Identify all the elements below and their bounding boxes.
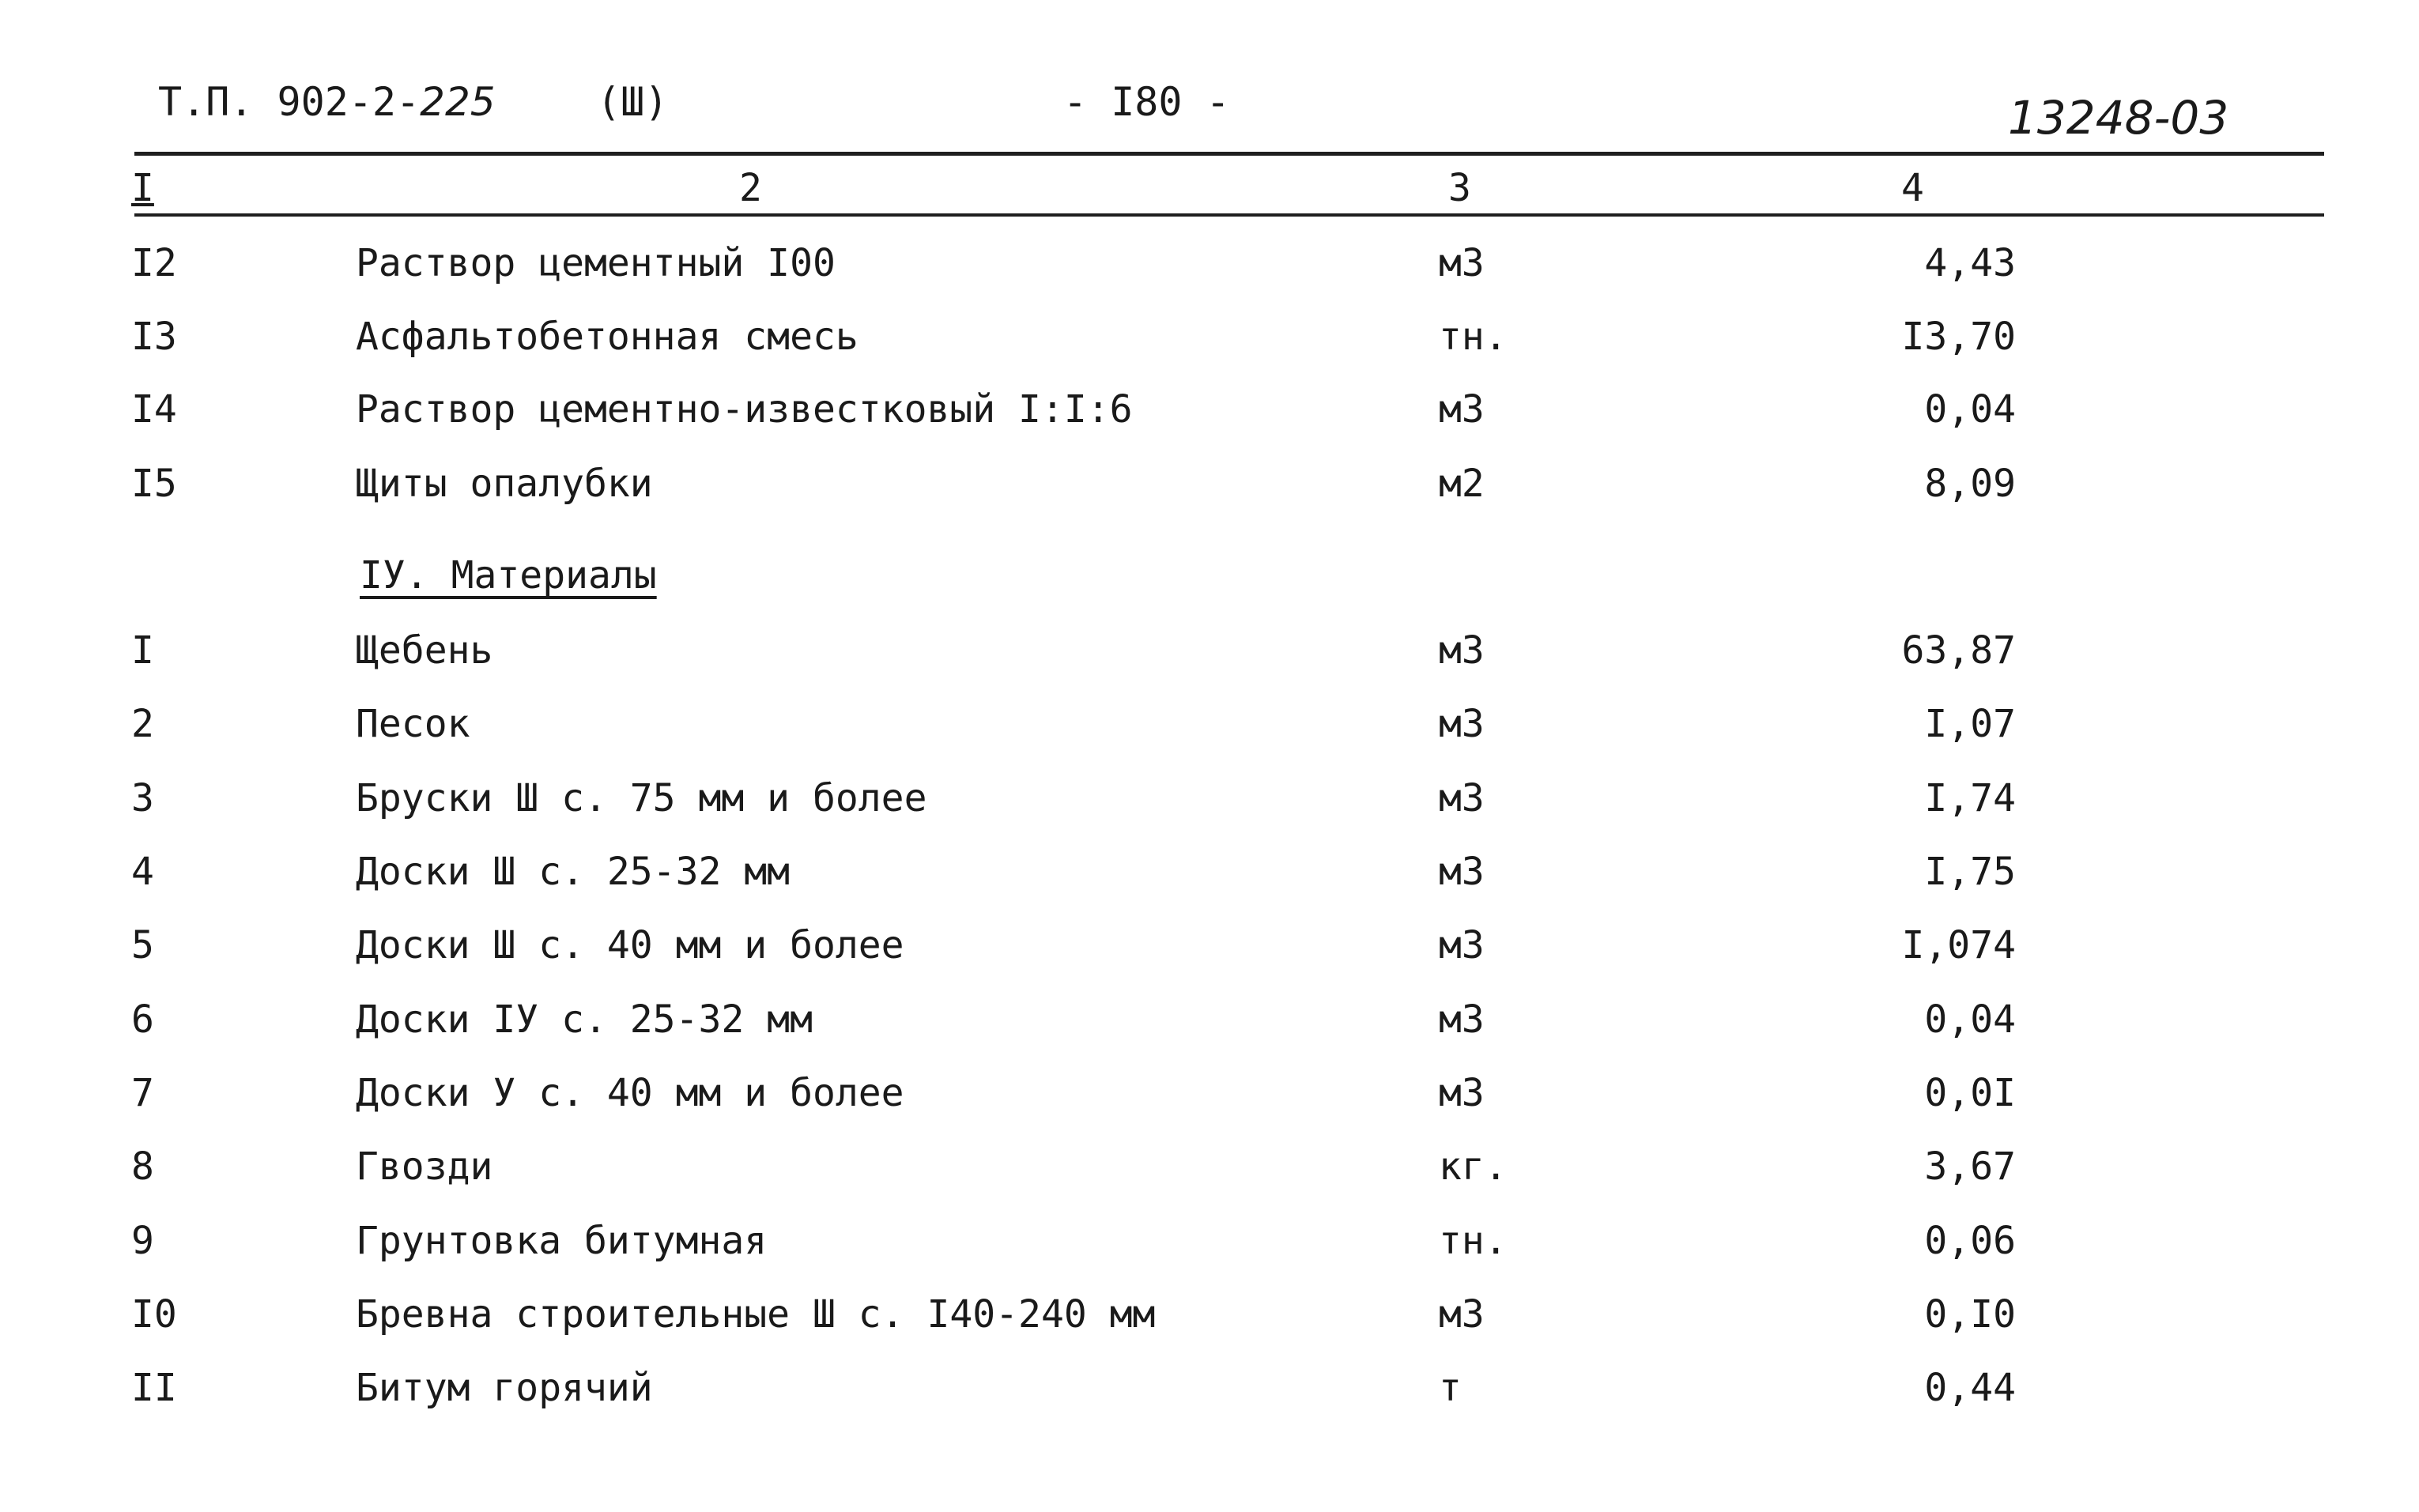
row-number: I0 (131, 1292, 177, 1337)
row-value: 0,06 (1924, 1219, 2016, 1263)
row-name: Раствор цементно-известковый I:I:6 (356, 387, 1133, 432)
row-unit: м3 (1439, 923, 1485, 967)
table-row (0, 1219, 2419, 1282)
top-rule (134, 152, 2324, 156)
column-header: I (131, 166, 154, 210)
section-title: IУ. Материалы (360, 553, 657, 598)
row-value: 3,67 (1924, 1144, 2016, 1189)
row-value: 0,04 (1924, 387, 2016, 432)
table-row (0, 1292, 2419, 1356)
row-number: 3 (131, 776, 154, 820)
row-number: II (131, 1366, 177, 1410)
row-number: I2 (131, 241, 177, 285)
table-row (0, 628, 2419, 692)
row-number: I4 (131, 387, 177, 432)
column-header: 3 (1448, 166, 1471, 210)
row-value: 8,09 (1924, 462, 2016, 506)
row-unit: тн. (1439, 1219, 1508, 1263)
row-value: 0,04 (1924, 997, 2016, 1042)
row-value: 4,43 (1924, 241, 2016, 285)
row-number: 5 (131, 923, 154, 967)
inventory-number: 13248-03 (2008, 91, 2229, 145)
row-unit: м3 (1439, 850, 1485, 894)
row-value: 63,87 (1901, 628, 2016, 673)
row-unit: м3 (1439, 241, 1485, 285)
row-name: Щебень (356, 628, 493, 673)
row-number: I (131, 628, 154, 673)
row-number: 4 (131, 850, 154, 894)
row-name: Доски Ш с. 40 мм и более (356, 923, 904, 967)
row-unit: м3 (1439, 1071, 1485, 1115)
row-name: Битум горячий (356, 1366, 653, 1410)
row-number: I3 (131, 315, 177, 359)
doc-code-handwritten: 225 (420, 79, 496, 125)
row-name: Раствор цементный I00 (356, 241, 836, 285)
table-row (0, 315, 2419, 378)
table-row (0, 387, 2419, 451)
row-name: Песок (356, 702, 470, 746)
row-name: Доски Ш с. 25-32 мм (356, 850, 791, 894)
column-header: 4 (1901, 166, 1924, 210)
column-header: 2 (739, 166, 762, 210)
row-unit: т (1439, 1366, 1462, 1410)
row-value: I,07 (1924, 702, 2016, 746)
page-number: - I80 - (1063, 79, 1230, 125)
row-number: 8 (131, 1144, 154, 1189)
row-value: I,75 (1924, 850, 2016, 894)
table-row (0, 462, 2419, 525)
row-unit: кг. (1439, 1144, 1508, 1189)
row-value: I,74 (1924, 776, 2016, 820)
row-unit: м3 (1439, 387, 1485, 432)
table-row (0, 241, 2419, 304)
column-header-row (0, 166, 2419, 229)
row-unit: м3 (1439, 1292, 1485, 1337)
row-value: 0,44 (1924, 1366, 2016, 1410)
row-number: 6 (131, 997, 154, 1042)
row-name: Бревна строительные Ш с. I40-240 мм (356, 1292, 1156, 1337)
row-name: Доски У с. 40 мм и более (356, 1071, 904, 1115)
row-unit: м2 (1439, 462, 1485, 506)
table-row (0, 776, 2419, 839)
row-unit: м3 (1439, 628, 1485, 673)
row-unit: м3 (1439, 776, 1485, 820)
table-row (0, 1071, 2419, 1134)
table-row (0, 923, 2419, 986)
doc-code-typed: Т.П. 902-2- (158, 79, 421, 125)
row-number: 2 (131, 702, 154, 746)
row-value: I,074 (1901, 923, 2016, 967)
row-name: Щиты опалубки (356, 462, 653, 506)
table-row (0, 997, 2419, 1061)
row-name: Асфальтобетонная смесь (356, 315, 859, 359)
row-number: 7 (131, 1071, 154, 1115)
row-name: Гвозди (356, 1144, 493, 1189)
row-value: 0,I0 (1924, 1292, 2016, 1337)
row-name: Бруски Ш с. 75 мм и более (356, 776, 927, 820)
table-row (0, 850, 2419, 913)
part-label: (Ш) (597, 79, 669, 125)
row-number: I5 (131, 462, 177, 506)
row-name: Грунтовка битумная (356, 1219, 768, 1263)
table-row (0, 702, 2419, 765)
row-number: 9 (131, 1219, 154, 1263)
table-row (0, 1144, 2419, 1208)
table-row (0, 1366, 2419, 1429)
row-unit: м3 (1439, 997, 1485, 1042)
row-unit: тн. (1439, 315, 1508, 359)
row-name: Доски IУ с. 25-32 мм (356, 997, 813, 1042)
row-value: 0,0I (1924, 1071, 2016, 1115)
row-value: I3,70 (1901, 315, 2016, 359)
row-unit: м3 (1439, 702, 1485, 746)
doc-code (158, 79, 496, 125)
